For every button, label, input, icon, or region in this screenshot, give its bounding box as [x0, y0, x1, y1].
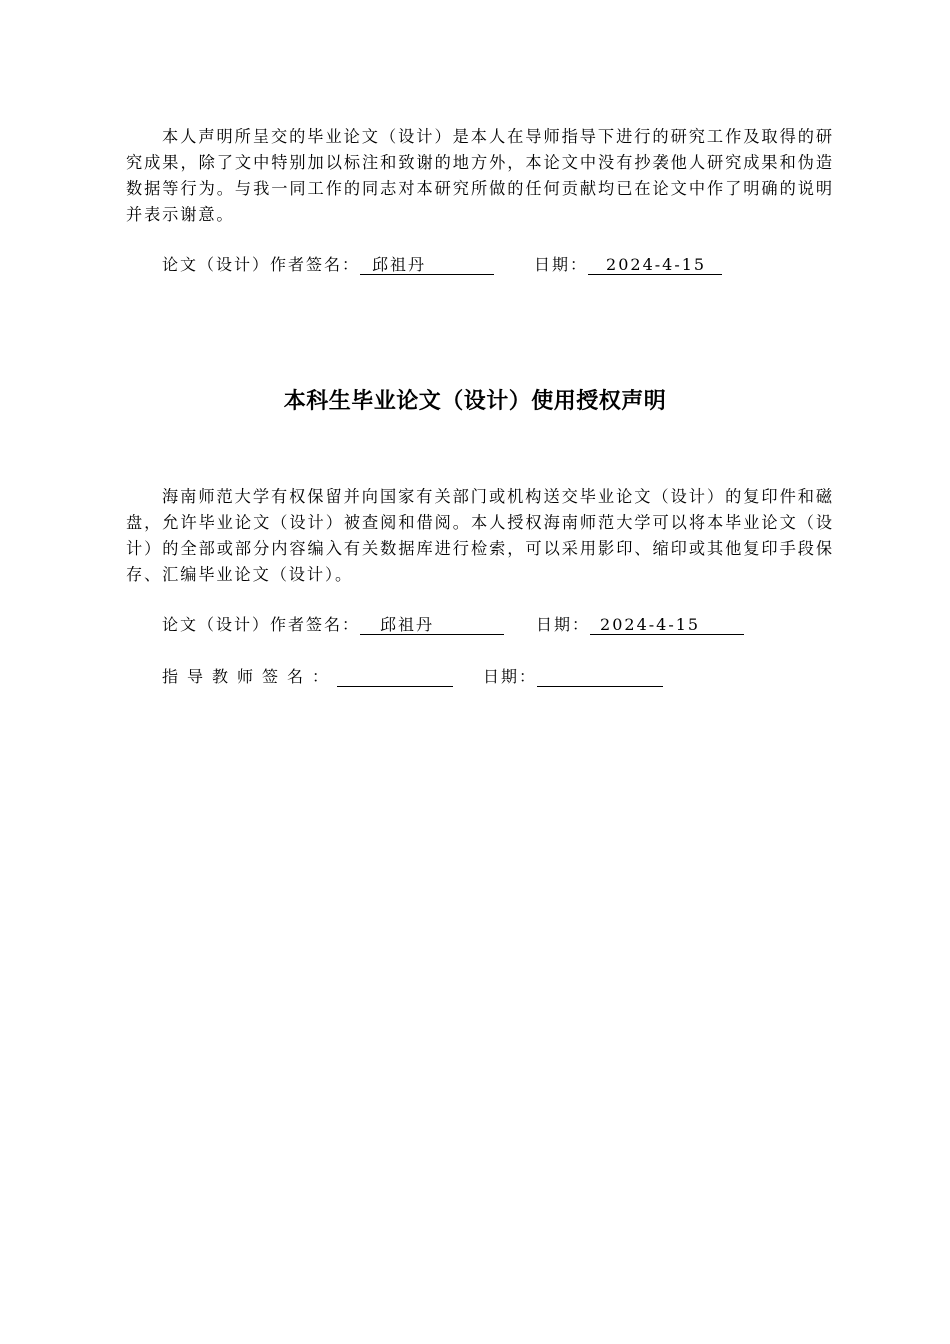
- date-field[interactable]: [590, 616, 744, 635]
- date-label: 日期：: [536, 615, 591, 634]
- author-signature-value: 邱祖丹: [380, 615, 435, 634]
- author-signature-field[interactable]: [360, 256, 494, 275]
- authorization-signature-line: [162, 612, 744, 635]
- date-value: 2024-4-15: [606, 255, 707, 274]
- authorization-title: 本科生毕业论文（设计）使用授权声明: [283, 389, 667, 414]
- advisor-signature-line: [162, 664, 663, 687]
- advisor-signature-label: 指导教师签名：: [162, 667, 338, 686]
- advisor-signature-field[interactable]: [337, 668, 453, 687]
- author-signature-value: 邱祖丹: [372, 255, 427, 274]
- author-signature-label: 论文（设计）作者签名：: [162, 255, 361, 274]
- date-field[interactable]: [588, 256, 722, 275]
- advisor-date-field[interactable]: [537, 668, 663, 687]
- authorization-statement-text: 海南师范大学有权保留并向国家有关部门或机构送交毕业论文（设计）的复印件和磁盘，允许毕业论文（设计）被查阅和借阅。本人授权海南师范大学可以将本毕业论文（设计）的全部或部分内容编入有关数据库进行检索，可以采用影印、缩印或其他复印手段保存、汇编毕业论文（设计）。: [126, 487, 834, 584]
- author-signature-field[interactable]: [360, 616, 504, 635]
- advisor-date-label: 日期：: [483, 667, 538, 686]
- date-label: 日期：: [534, 255, 589, 274]
- declaration-signature-line: [162, 252, 722, 275]
- author-signature-label: 论文（设计）作者签名：: [162, 615, 361, 634]
- originality-declaration-text: 本人声明所呈交的毕业论文（设计）是本人在导师指导下进行的研究工作及取得的研究成果，除了文中特别加以标注和致谢的地方外，本论文中没有抄袭他人研究成果和伪造数据等行为。与我一同工作的同志对本研究所做的任何贡献均已在论文中作了明确的说明并表示谢意。: [126, 127, 834, 224]
- date-value: 2024-4-15: [600, 615, 701, 634]
